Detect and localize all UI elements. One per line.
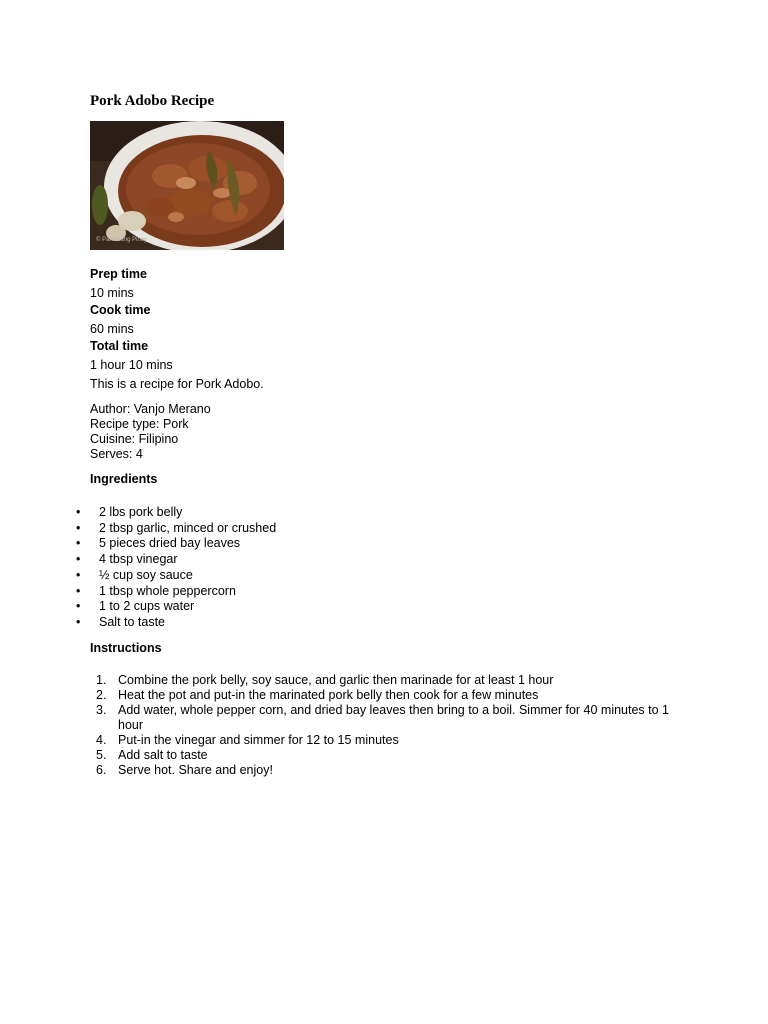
total-time-label: Total time: [90, 339, 149, 353]
list-item: [76, 599, 276, 615]
recipe-photo: [90, 121, 284, 250]
ingredients-heading: Ingredients: [90, 472, 158, 486]
bullet-icon: •: [76, 567, 81, 582]
list-item: [76, 568, 276, 584]
step-text: Add salt to taste: [118, 748, 208, 762]
bullet-icon: •: [76, 520, 81, 535]
step-number: 4.: [96, 733, 107, 747]
bullet-icon: •: [76, 505, 81, 519]
ingredient-text: 4 tbsp vinegar: [99, 552, 178, 567]
ingredient-text: 5 pieces dried bay leaves: [99, 536, 241, 551]
recipe-title: Pork Adobo Recipe: [90, 93, 215, 109]
photo-caption: © Panlasang Pinoy: [96, 237, 148, 243]
ingredient-text: ½ cup soy sauce: [99, 567, 193, 582]
list-item: [76, 521, 276, 537]
bullet-icon: •: [76, 583, 81, 598]
step-text: Combine the pork belly, soy sauce, and garlic then marinade for at least 1 hour: [118, 673, 554, 687]
ingredient-text: 1 tbsp whole peppercorn: [99, 583, 236, 598]
total-time-value: 1 hour 10 mins: [90, 358, 173, 372]
bullet-icon: •: [76, 552, 81, 567]
ingredient-text: 1 to 2 cups water: [99, 599, 195, 614]
step-text: Put-in the vinegar and simmer for 12 to 15 minutes: [118, 733, 399, 747]
bullet-icon: •: [76, 599, 81, 614]
list-item: [76, 536, 276, 552]
list-item: [76, 615, 276, 631]
list-item: [90, 703, 690, 733]
ingredient-text: Salt to taste: [99, 614, 166, 629]
step-number: 3.: [96, 703, 107, 717]
recipe-details: [90, 402, 211, 462]
step-number: 5.: [96, 748, 107, 762]
cook-time-value: 60 mins: [90, 322, 134, 336]
instructions-heading: Instructions: [90, 641, 162, 655]
step-text: Serve hot. Share and enjoy!: [118, 763, 273, 777]
prep-time-label: Prep time: [90, 267, 147, 281]
list-item: [90, 748, 690, 763]
prep-time-value: 10 mins: [90, 286, 134, 300]
recipe-times: [90, 266, 690, 374]
ingredients-list: [76, 505, 276, 631]
list-item: [90, 673, 690, 688]
list-item: [76, 552, 276, 568]
list-item: [76, 584, 276, 600]
list-item: [76, 505, 276, 521]
ingredient-text: 2 lbs pork belly: [99, 505, 183, 519]
bullet-icon: •: [76, 536, 81, 551]
pork-adobo-bowl-image: [90, 121, 284, 250]
ingredient-text: 2 tbsp garlic, minced or crushed: [99, 520, 277, 535]
cook-time-label: Cook time: [90, 303, 151, 317]
step-number: 2.: [96, 688, 107, 702]
serves-line: Serves: 4: [90, 447, 143, 461]
step-text: Heat the pot and put-in the marinated pork belly then cook for a few minutes: [118, 688, 539, 702]
instructions-list: [90, 673, 690, 778]
author-line: Author: Vanjo Merano: [90, 402, 211, 416]
list-item: [90, 688, 690, 703]
list-item: [90, 763, 690, 778]
list-item: [90, 733, 690, 748]
cuisine-line: Cuisine: Filipino: [90, 432, 179, 446]
recipe-description: This is a recipe for Pork Adobo.: [90, 377, 264, 391]
recipe-type-line: Recipe type: Pork: [90, 417, 189, 431]
step-text: Add water, whole pepper corn, and dried bay leaves then bring to a boil. Simmer for 40 minutes to 1 hour: [118, 703, 670, 732]
bullet-icon: •: [76, 614, 81, 629]
step-number: 1.: [96, 673, 107, 687]
step-number: 6.: [96, 763, 107, 777]
